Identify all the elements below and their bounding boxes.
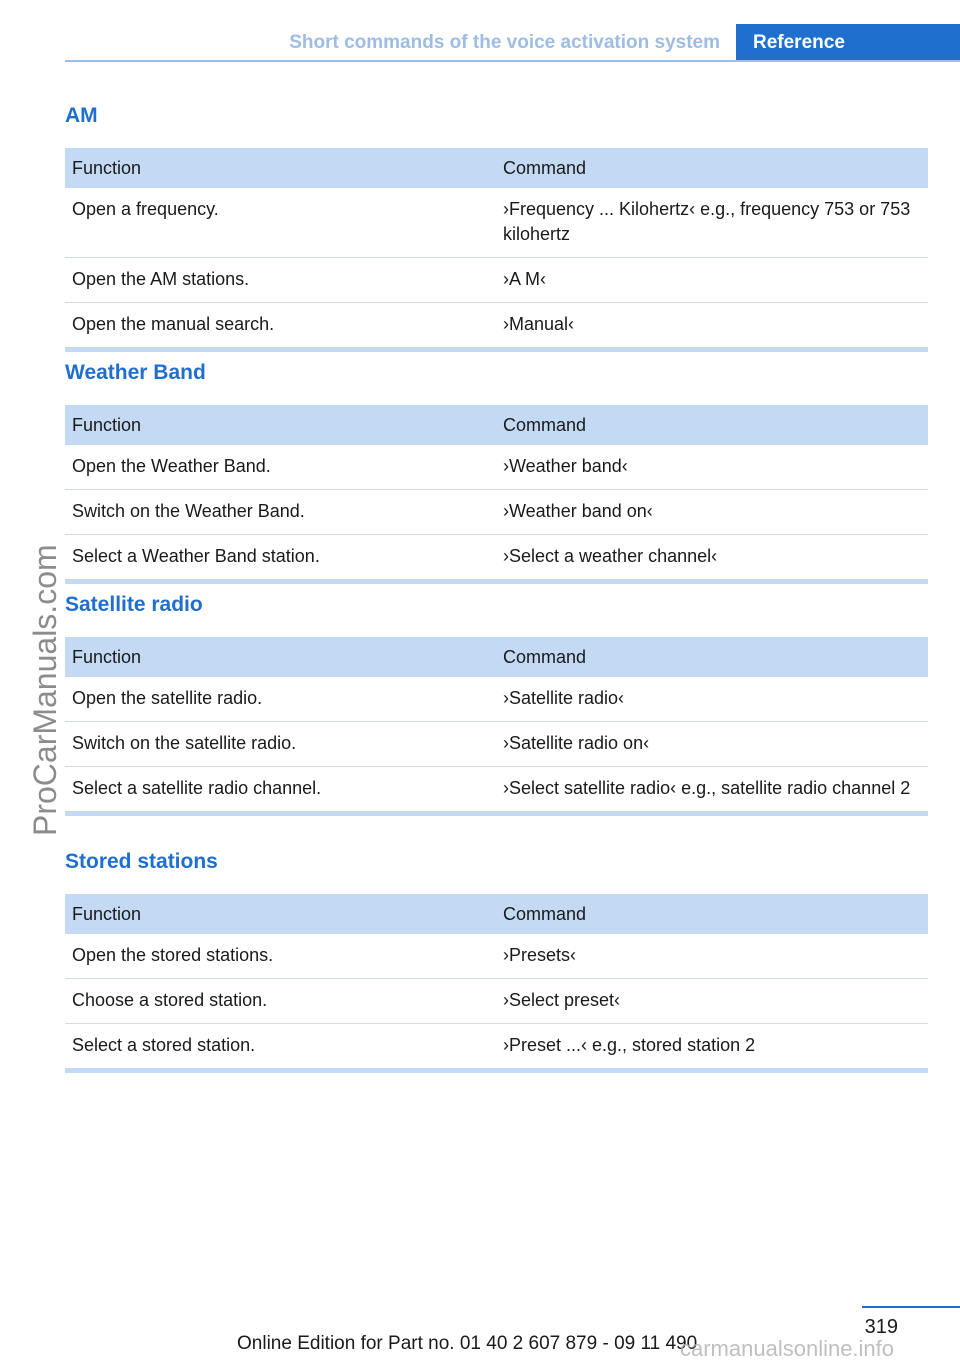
command-cell: ›Manual‹ (496, 303, 928, 350)
command-cell: ›Presets‹ (496, 934, 928, 979)
command-cell: ›A M‹ (496, 258, 928, 303)
command-cell: ›Select preset‹ (496, 979, 928, 1024)
table-header-row (65, 894, 928, 934)
footer-edition-text: Online Edition for Part no. 01 40 2 607 879 - 09 11 490 (237, 1333, 698, 1354)
table-am (65, 148, 928, 352)
header-title: Short commands of the voice activation system (289, 32, 720, 53)
function-cell: Switch on the Weather Band. (65, 490, 496, 535)
column-header-command: Command (496, 637, 928, 677)
side-watermark: ProCarManuals.com (27, 544, 63, 836)
function-cell: Open the Weather Band. (65, 445, 496, 490)
table-row (65, 303, 928, 350)
table-row (65, 188, 928, 258)
table-row (65, 490, 928, 535)
header-tab-reference: Reference (736, 24, 960, 62)
function-cell: Open the stored stations. (65, 934, 496, 979)
header-rule (65, 60, 960, 62)
function-cell: Open the AM stations. (65, 258, 496, 303)
page-number-rule (862, 1306, 960, 1308)
section-title-am: AM (65, 104, 98, 127)
table-row (65, 979, 928, 1024)
table-row (65, 767, 928, 814)
command-cell: ›Select satellite radio‹ e.g., satellite radio channel 2 (496, 767, 928, 814)
table-row (65, 722, 928, 767)
column-header-function: Function (65, 637, 496, 677)
table-row (65, 258, 928, 303)
column-header-function: Function (65, 405, 496, 445)
function-cell: Open the satellite radio. (65, 677, 496, 722)
table-row (65, 934, 928, 979)
column-header-function: Function (65, 894, 496, 934)
function-cell: Select a stored station. (65, 1024, 496, 1071)
table-satellite-radio (65, 637, 928, 816)
command-cell: ›Weather band on‹ (496, 490, 928, 535)
section-title-stored-stations: Stored stations (65, 850, 218, 873)
column-header-command: Command (496, 148, 928, 188)
page-number: 319 (864, 1316, 898, 1338)
section-title-weather-band: Weather Band (65, 361, 206, 384)
function-cell: Select a satellite radio channel. (65, 767, 496, 814)
table-row (65, 445, 928, 490)
column-header-command: Command (496, 405, 928, 445)
table-header-row (65, 148, 928, 188)
table-weather-band (65, 405, 928, 584)
command-cell: ›Frequency ... Kilohertz‹ e.g., frequency 753 or 753 kilohertz (496, 188, 928, 258)
table-stored-stations (65, 894, 928, 1073)
footer-watermark: carmanualsonline.info (680, 1336, 895, 1361)
function-cell: Open a frequency. (65, 188, 496, 258)
section-title-satellite-radio: Satellite radio (65, 593, 203, 616)
column-header-command: Command (496, 894, 928, 934)
command-cell: ›Select a weather channel‹ (496, 535, 928, 582)
function-cell: Select a Weather Band station. (65, 535, 496, 582)
column-header-function: Function (65, 148, 496, 188)
function-cell: Switch on the satellite radio. (65, 722, 496, 767)
command-cell: ›Satellite radio‹ (496, 677, 928, 722)
table-header-row (65, 637, 928, 677)
command-cell: ›Weather band‹ (496, 445, 928, 490)
command-cell: ›Preset ...‹ e.g., stored station 2 (496, 1024, 928, 1071)
function-cell: Open the manual search. (65, 303, 496, 350)
table-row (65, 1024, 928, 1071)
page-header (65, 24, 960, 62)
function-cell: Choose a stored station. (65, 979, 496, 1024)
table-row (65, 535, 928, 582)
command-cell: ›Satellite radio on‹ (496, 722, 928, 767)
table-row (65, 677, 928, 722)
table-header-row (65, 405, 928, 445)
